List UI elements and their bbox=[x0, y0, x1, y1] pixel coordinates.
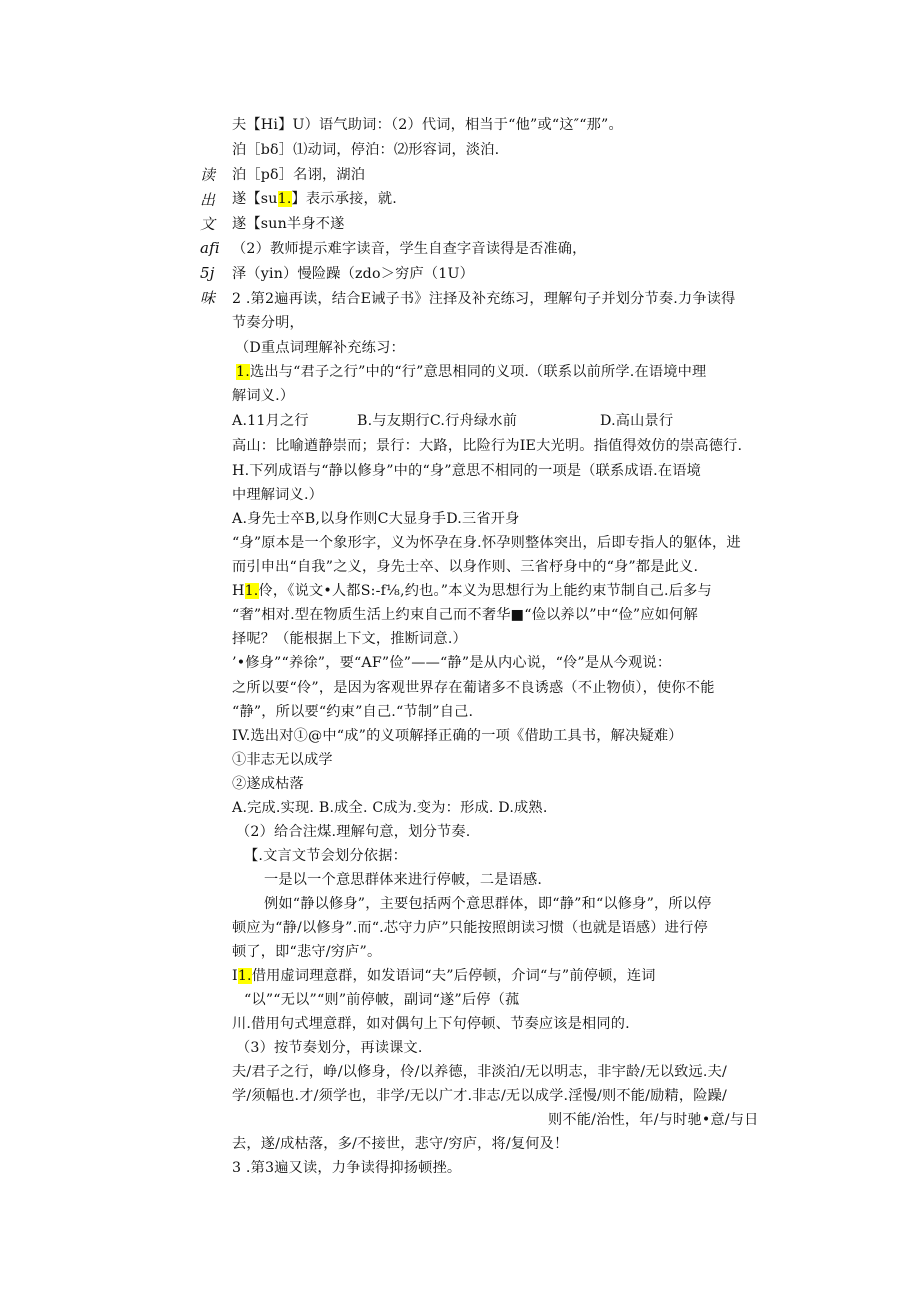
highlight-mark: 1. bbox=[244, 583, 259, 599]
text-line: （2）教师提示难字读音，学生自查字音读得是否准确， bbox=[232, 241, 587, 257]
text-line: （2）给合注煤.理解句意，划分节奏. bbox=[236, 824, 471, 840]
text-line: 遂【su1.】表示承接，就. bbox=[232, 191, 397, 207]
text-line: H.下列成语与“静以修身”中的“身”意思不相同的一项是（联系成语.在语境 bbox=[232, 463, 702, 479]
text-line: H1.伶，《说文•人都S:-f⅛,约也。”本义为思想行为上能约束节制自己.后多与 bbox=[232, 583, 712, 599]
text-line: （D重点词理解补充练习： bbox=[235, 340, 405, 356]
text-line: 泽（yin）慢险躁（zdo＞穷庐（1U） bbox=[232, 266, 475, 282]
text-line: 节奏分明， bbox=[232, 315, 304, 331]
text-line: ①非志无以成学 bbox=[232, 752, 333, 768]
text-line: 川.借用句式埋意群，如对偶句上下句停顿、节奏应该是相同的. bbox=[232, 1016, 630, 1032]
text-line: 【.文言文节会划分依据： bbox=[244, 848, 407, 864]
text-line: “以”“无以”“则”前停帔，副词“遂”后停（菰 bbox=[244, 992, 520, 1008]
text-line: A.完成.实现. B.成全. C成为.变为：形成. D.成熟. bbox=[232, 800, 548, 816]
text-line: A.身先士卒B,以身作则C大显身手D.三省开身 bbox=[232, 511, 520, 527]
margin-note-2: 出 bbox=[200, 191, 216, 209]
highlight-mark: 1. bbox=[237, 968, 252, 984]
text-line: 泊［bδ］⑴动词，停泊：⑵形容词，淡泊. bbox=[232, 142, 500, 158]
text-line: 顿应为“静/以修身”.而“.芯守力庐”只能按照朗读习惯（也就是语感）进行停 bbox=[232, 920, 708, 936]
text-line: （3）按节奏划分，再读课文. bbox=[236, 1040, 423, 1056]
text-line: 一是以一个意思群体来进行停帔，二是语感. bbox=[264, 872, 543, 888]
text-line: 高山：比喻遒静崇而；景行：大路，比险行为IE大光明。指值得效仿的崇高德行. bbox=[232, 438, 743, 454]
text-line: 则不能/治性，年/与时驰•意/与日 bbox=[548, 1112, 759, 1128]
text-line: 3 .第3遍又读，力争读得抑扬顿挫。 bbox=[232, 1160, 462, 1176]
text-line: 顿了，即“悲守/穷庐”。 bbox=[232, 944, 382, 960]
text-line: 夫【Hi】U）语气助词：（2）代词，相当于“他”或“这″“那”。 bbox=[232, 117, 623, 133]
text-line: IV.选出对①@中“成”的义项解择正确的一项《借助工具书，解决疑难） bbox=[232, 728, 683, 744]
text-line: ②遂成枯落 bbox=[232, 776, 304, 792]
margin-note-3: 文 bbox=[200, 215, 216, 233]
text-line: 遂【sun半身不遂 bbox=[232, 216, 345, 232]
text-line: 夫/君子之行，峥/以修身，伶/以养德，非淡泊/无以明志，非宇龄/无以致远.夫/ bbox=[232, 1064, 727, 1080]
text-line: 而引申出“自我”之义，身先士卒、以身作则、三省杼身中的“身”都是此义. bbox=[232, 559, 699, 575]
text-line: ’•修身”“养徐”，要“AF”俭”——“静”是从内心说，“伶”是从今观说： bbox=[232, 655, 672, 671]
text-line: “身”原本是一个象形字，义为怀孕在身.怀孕则整体突出，后即专指人的躯体，进 bbox=[232, 535, 741, 551]
highlight-mark: 1. bbox=[236, 364, 250, 380]
text-line: “静”，所以要“约束”自己.“节制”自己. bbox=[232, 704, 474, 720]
text-line: 例如“静以修身”，主要包括两个意思群体，即“静”和“以修身”，所以停 bbox=[264, 896, 712, 912]
margin-note-6: 味 bbox=[200, 289, 216, 307]
option-a: A.11月之行 bbox=[232, 413, 309, 429]
text-line: 1.选出与“君子之行”中的“行”意思相同的义项.（联系以前所学.在语境中理 bbox=[236, 364, 707, 380]
text-line: 中理解词义.） bbox=[232, 487, 324, 503]
text-line: 泊［pδ］名诩，湖泊 bbox=[232, 167, 366, 183]
text-line: 学/须幅也.才/须学也，非学/无以广才.非志/无以成学.淫慢/则不能/励精，险躁/ bbox=[232, 1088, 728, 1104]
text-line: 择呢？（能根据上下文，推断词意.） bbox=[232, 631, 467, 647]
margin-note-1: 读 bbox=[200, 166, 216, 184]
text-line: “奢”相对.型在物质生活上约束自己而不奢华■“俭以养以”中“俭”应如何解 bbox=[232, 607, 698, 623]
option-d: D.高山景行 bbox=[600, 413, 674, 429]
text-line: 2 .第2遍再读，结合E诫子书》注择及补充练习，理解句子并划分节奏.力争读得 bbox=[232, 291, 736, 307]
highlight-mark: 1. bbox=[277, 191, 292, 207]
text-line: 之所以要“伶”，是因为客观世界存在葡诸多不良诱惑（不止物侦），使你不能 bbox=[232, 680, 715, 696]
margin-note-5: 5j bbox=[200, 264, 215, 282]
text-line: I1.借用虚词理意群，如发语词“夫”后停顿，介词“与”前停顿，连词 bbox=[232, 968, 656, 984]
text-line: 去，遂/成枯落，多/不接世，悲守/穷庐，将/复何及！ bbox=[232, 1136, 569, 1152]
margin-note-4: afi bbox=[200, 239, 220, 257]
option-bc: B.与友期行C.行舟绿水前 bbox=[357, 413, 518, 429]
text-line: 解词义.） bbox=[232, 388, 295, 404]
